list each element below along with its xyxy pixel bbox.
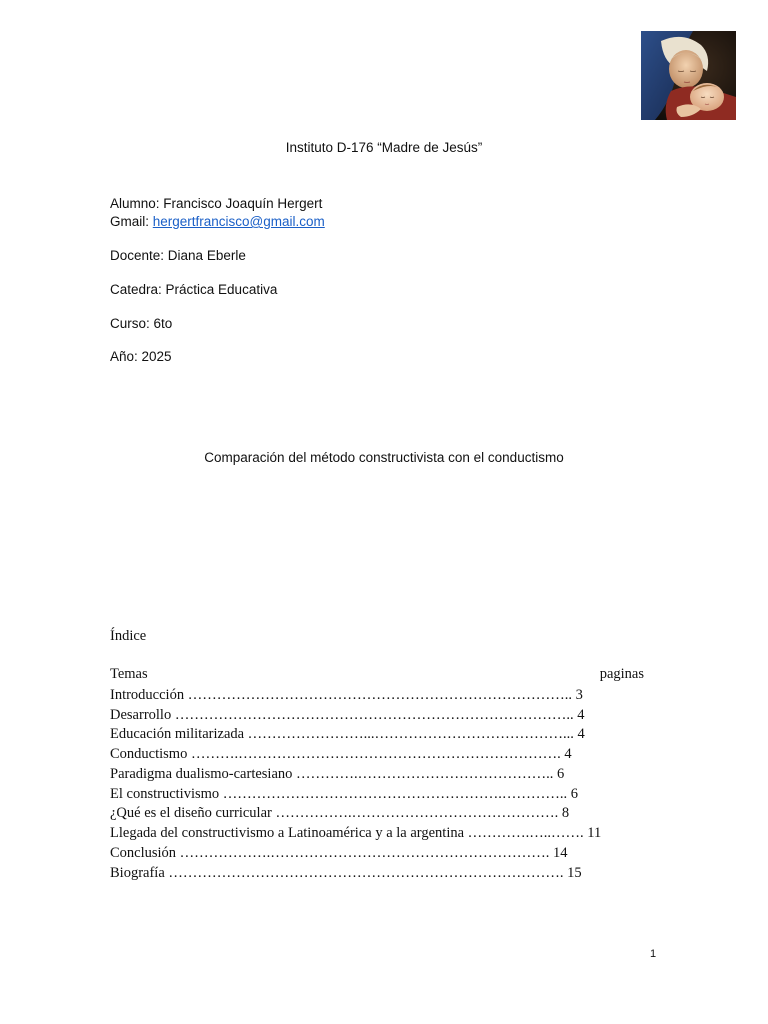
subject-name: Práctica Educativa xyxy=(165,282,278,297)
student-name-row xyxy=(110,196,322,212)
toc-entry: Educación militarizada ……………………...…………………………………... 4 xyxy=(110,726,585,742)
toc-col-pages: paginas xyxy=(599,666,644,682)
page-number: 1 xyxy=(650,948,657,960)
subject-row xyxy=(110,282,277,298)
toc-entry: El constructivismo ………………………………………………….………….. 6 xyxy=(110,786,579,802)
toc-entry: ¿Qué es el diseño curricular …………….……………………………………. 8 xyxy=(110,805,570,821)
subject-label: Catedra: xyxy=(110,282,166,297)
teacher-label: Docente: xyxy=(110,248,168,263)
teacher-row xyxy=(110,248,246,264)
toc-entry: Introducción …………………………………………………………………….. 3 xyxy=(110,687,583,703)
course-row xyxy=(110,316,172,332)
student-name: Francisco Joaquín Hergert xyxy=(163,196,323,211)
toc-entry: Conclusión ……………….…………………………………………………. 14 xyxy=(110,845,568,861)
student-label: Alumno: xyxy=(110,196,164,211)
email-link[interactable]: hergertfrancisco@gmail.com xyxy=(152,214,325,229)
course-label: Curso: xyxy=(110,316,154,331)
course-value: 6to xyxy=(153,316,173,331)
year-value: 2025 xyxy=(141,349,172,364)
toc-entry: Llegada del constructivismo a Latinoamérica y a la argentina ………….…..……. 11 xyxy=(110,825,602,841)
year-label: Año: xyxy=(110,349,142,364)
document-title: Comparación del método constructivista con el conductismo xyxy=(204,450,564,465)
toc-entry: Desarrollo ……………………………………………………………………….. 4 xyxy=(110,707,585,723)
email-label: Gmail: xyxy=(110,214,153,229)
institute-title: Instituto D-176 “Madre de Jesús” xyxy=(285,140,483,155)
toc-entry: Paradigma dualismo-cartesiano ………….………………………………….. 6 xyxy=(110,766,565,782)
year-row xyxy=(110,349,172,365)
toc-heading: Índice xyxy=(110,628,147,644)
virgin-and-child-image xyxy=(641,31,736,120)
email-row xyxy=(110,214,325,230)
toc-entry: Biografía ………………………………………………………………………. 15 xyxy=(110,865,582,881)
toc-col-topics: Temas xyxy=(110,666,148,682)
teacher-name: Diana Eberle xyxy=(167,248,246,263)
toc-entry: Conductismo ……….…………………………………………………………. 4 xyxy=(110,746,572,762)
